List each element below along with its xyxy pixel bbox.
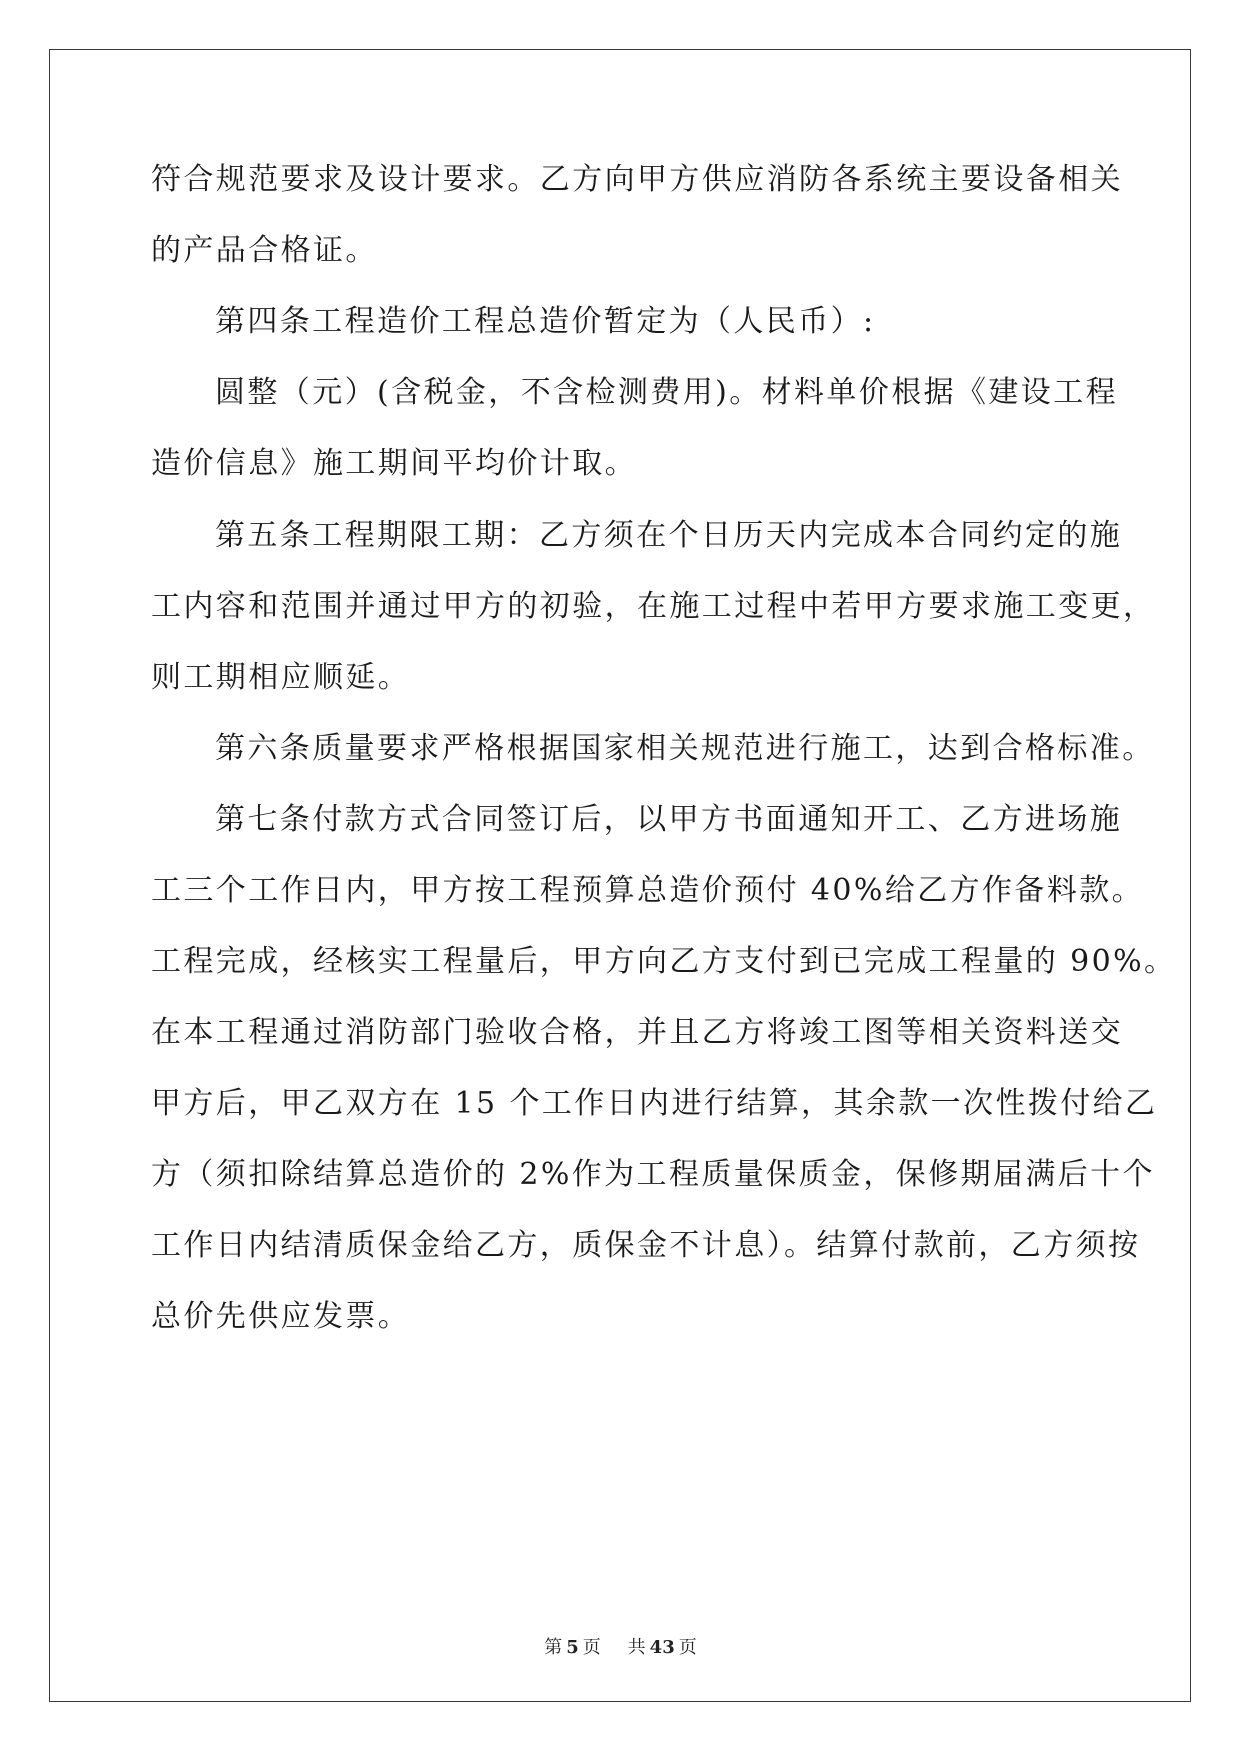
paragraph-start-line: 圆整（元）(含税金，不含检测费用)。材料单价根据《建设工程 bbox=[215, 375, 1119, 410]
text-line: 甲方后，甲乙双方在 15 个工作日内进行结算，其余款一次性拨付给乙 bbox=[151, 1086, 1158, 1121]
page-label-prefix: 第 bbox=[544, 1637, 563, 1658]
paragraph-start-line: 第七条付款方式合同签订后，以甲方书面通知开工、乙方进场施 bbox=[215, 802, 1123, 837]
text-line: 符合规范要求及设计要求。乙方向甲方供应消防各系统主要设备相关 bbox=[151, 162, 1123, 197]
total-label-suffix: 页 bbox=[678, 1637, 697, 1658]
text-line: 方（须扣除结算总造价的 2%作为工程质量保质金，保修期届满后十个 bbox=[151, 1157, 1155, 1192]
page-label-suffix: 页 bbox=[582, 1637, 601, 1658]
page-number-current: 5 bbox=[566, 1637, 579, 1658]
page-footer bbox=[0, 1636, 1241, 1660]
text-line: 工程完成，经核实工程量后，甲方向乙方支付到已完成工程量的 90%。 bbox=[151, 944, 1177, 979]
text-line: 工内容和范围并通过甲方的初验，在施工过程中若甲方要求施工变更， bbox=[151, 589, 1156, 624]
text-line: 工三个工作日内，甲方按工程预算总造价预付 40%给乙方作备料款。 bbox=[151, 873, 1145, 908]
paragraph-start-line: 第四条工程造价工程总造价暂定为（人民币）: bbox=[215, 304, 876, 339]
text-line: 在本工程通过消防部门验收合格，并且乙方将竣工图等相关资料送交 bbox=[151, 1015, 1123, 1050]
text-line: 的产品合格证。 bbox=[151, 233, 378, 268]
text-line: 造价信息》施工期间平均价计取。 bbox=[151, 446, 637, 481]
paragraph-start-line: 第六条质量要求严格根据国家相关规范进行施工，达到合格标准。 bbox=[215, 731, 1155, 766]
text-line: 则工期相应顺延。 bbox=[151, 660, 411, 695]
total-label-prefix: 共 bbox=[627, 1637, 646, 1658]
text-line: 工作日内结清质保金给乙方，质保金不计息）。结算付款前，乙方须按 bbox=[151, 1228, 1141, 1263]
text-line: 总价先供应发票。 bbox=[151, 1299, 411, 1334]
page-number-total: 43 bbox=[649, 1637, 675, 1658]
paragraph-start-line: 第五条工程期限工期：乙方须在个日历天内完成本合同约定的施 bbox=[215, 518, 1123, 553]
